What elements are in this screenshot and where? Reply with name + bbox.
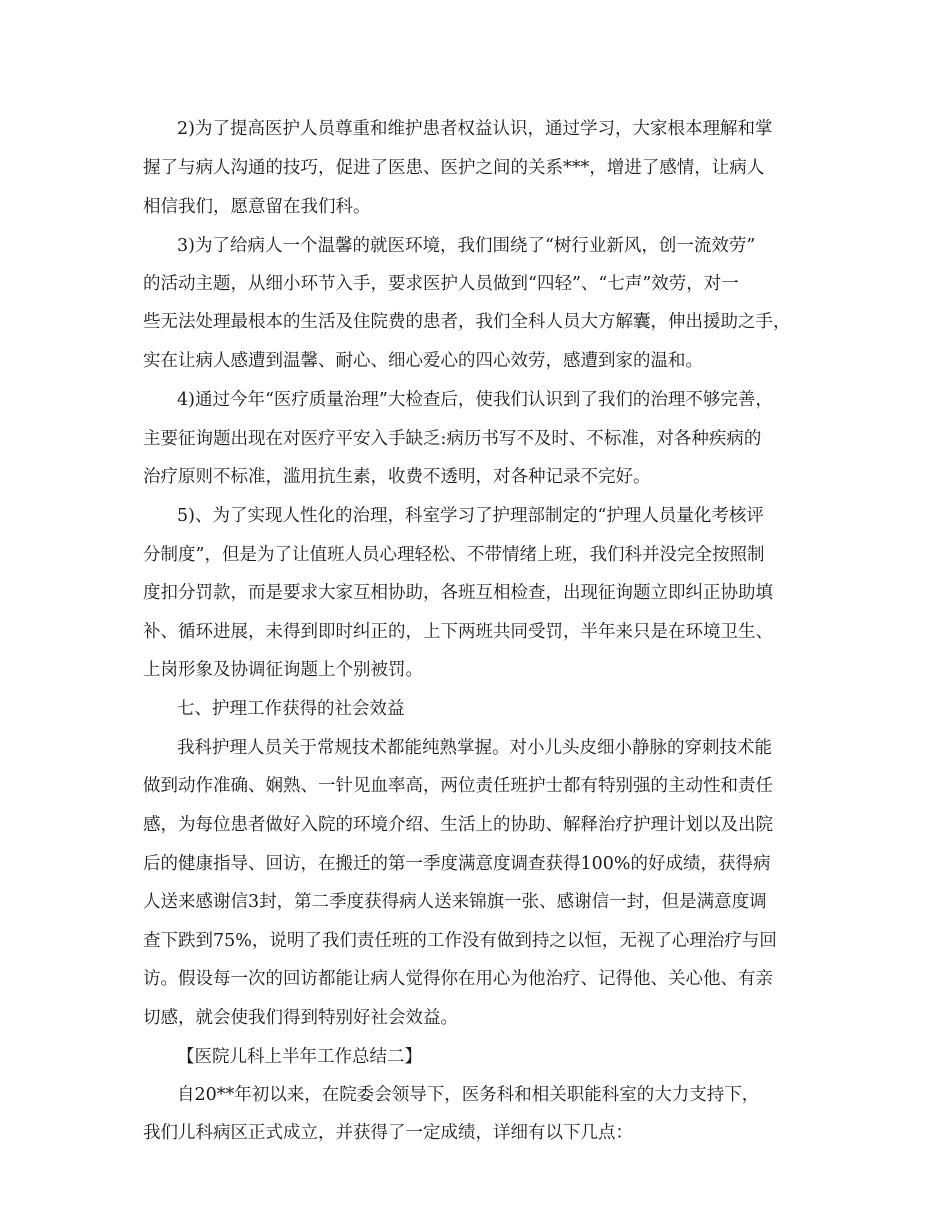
paragraph-5-line-1: 5)、为了实现人性化的治理，科室学习了护理部制定的“护理人员量化考核评 <box>177 506 764 526</box>
paragraph-social-line-3: 感，为每位患者做好入院的环境介绍、生活上的协助、解释治疗护理计划以及出院 <box>143 815 773 835</box>
section-heading-7: 七、护理工作获得的社会效益 <box>177 699 405 719</box>
paragraph-social-line-8: 切感，就会使我们得到特别好社会效益。 <box>143 1008 458 1028</box>
paragraph-social-line-2: 做到动作准确、娴熟、一针见血率高，两位责任班护士都有特别强的主动性和责任 <box>143 776 773 796</box>
paragraph-3-line-4: 实在让病人感遭到温馨、耐心、细心爱心的四心效劳，感遭到家的温和。 <box>143 351 703 371</box>
paragraph-4-line-2: 主要征询题出现在对医疗平安入手缺乏:病历书写不及时、不标准，对各种疾病的 <box>143 429 762 449</box>
paragraph-social-line-5: 人送来感谢信3封，第二季度获得病人送来锦旗一张、感谢信一封，但是满意度调 <box>143 892 767 912</box>
paragraph-3-line-3: 些无法处理最根本的生活及住院费的患者，我们全科人员大方解囊，伸出援助之手， <box>143 312 791 332</box>
paragraph-2-line-1: 2)为了提高医护人员尊重和维护患者权益认识，通过学习，大家根本理解和掌 <box>177 119 773 139</box>
paragraph-4-line-3: 治疗原则不标准，滥用抗生素，收费不透明，对各种记录不完好。 <box>143 467 651 487</box>
paragraph-2-line-2: 握了与病人沟通的技巧，促进了医患、医护之间的关系***，增进了感情，让病人 <box>143 158 765 178</box>
paragraph-4-line-1: 4)通过今年“医疗质量治理”大检查后，使我们认识到了我们的治理不够完善， <box>177 390 773 410</box>
paragraph-5-line-5: 上岗形象及协调征询题上个别被罚。 <box>143 660 423 680</box>
paragraph-5-line-3: 度扣分罚款，而是要求大家互相协助，各班互相检查，出现征询题立即纠正协助填 <box>143 583 773 603</box>
paragraph-5-line-2: 分制度”，但是为了让值班人员心理轻松、不带情绪上班，我们科并没完全按照制 <box>143 545 765 565</box>
paragraph-3-line-1: 3)为了给病人一个温馨的就医环境，我们围绕了“树行业新风，创一流效劳” <box>177 236 756 256</box>
paragraph-2-line-3: 相信我们，愿意留在我们科。 <box>143 197 371 217</box>
summary-2-heading: 【医院儿科上半年工作总结二】 <box>177 1047 422 1067</box>
paragraph-social-line-6: 查下跌到75%，说明了我们责任班的工作没有做到持之以恒，无视了心理治疗与回 <box>143 931 777 951</box>
paragraph-social-line-7: 访。假设每一次的回访都能让病人觉得你在用心为他治疗、记得他、关心他、有亲 <box>143 969 773 989</box>
paragraph-summary-line-2: 我们儿科病区正式成立，并获得了一定成绩，详细有以下几点： <box>143 1123 633 1143</box>
paragraph-social-line-1: 我科护理人员关于常规技术都能纯熟掌握。对小儿头皮细小静脉的穿刺技术能 <box>177 738 772 758</box>
paragraph-summary-line-1: 自20**年初以来，在院委会领导下，医务科和相关职能科室的大力支持下， <box>177 1085 760 1105</box>
paragraph-5-line-4: 补、循环进展，未得到即时纠正的，上下两班共同受罚，半年来只是在环境卫生、 <box>143 622 773 642</box>
paragraph-3-line-2: 的活动主题，从细小环节入手，要求医护人员做到“四轻”、“七声”效劳，对一 <box>143 274 739 294</box>
paragraph-social-line-4: 后的健康指导、回访，在搬迁的第一季度满意度调查获得100%的好成绩，获得病 <box>143 854 771 874</box>
